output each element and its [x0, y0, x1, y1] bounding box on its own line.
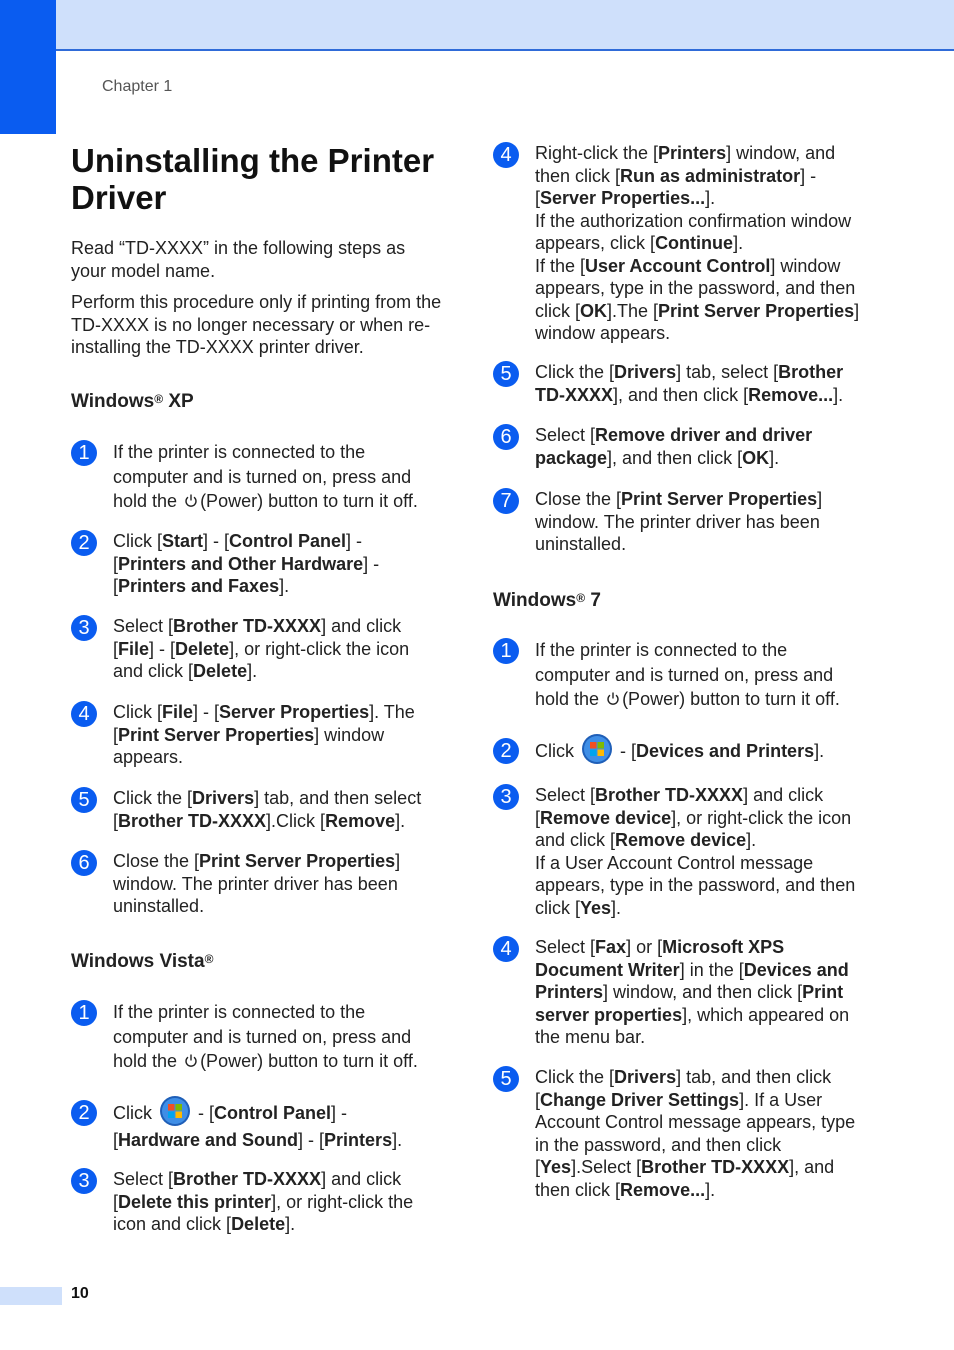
step-text: If the printer is connected to the computer and is turned on, press and hold the (Power) button to turn it off. — [113, 442, 418, 511]
step-text: Close the [Print Server Properties] window. The printer driver has been uninstalled. — [113, 851, 401, 916]
step-number-badge: 7 — [493, 488, 519, 514]
section-heading-windows-xp — [71, 391, 194, 413]
step-number-badge: 4 — [493, 936, 519, 962]
step-text: Click - [Devices and Printers]. — [535, 738, 861, 765]
intro-paragraph: Read “TD-XXXX” in the following steps as your model name. — [71, 238, 406, 281]
step-number-badge: 3 — [71, 1168, 97, 1194]
page-number-band — [0, 1287, 62, 1305]
registered-mark: ® — [576, 591, 586, 605]
step-number-badge: 1 — [493, 638, 519, 664]
step-number-badge: 1 — [71, 440, 97, 466]
step-text: Right-click the [Printers] window, and then click [Run as administrator] - [Server Properties...]. If the authorization confirmation window appears, click [Continue]. If the [User Account Control] window appears, type in the password, and then click [OK].The [Print Server Properties] window appears. — [535, 143, 860, 343]
step-number-badge: 1 — [71, 1000, 97, 1026]
step-text: Click - [Control Panel] - [Hardware and Sound] - [Printers]. — [113, 1100, 439, 1153]
step-number-badge: 4 — [493, 142, 519, 168]
heading-text: Windows — [71, 391, 155, 412]
step-number-badge: 6 — [71, 850, 97, 876]
step-number-badge: 4 — [71, 701, 97, 727]
step-number-badge: 2 — [493, 738, 519, 764]
step-text: Select [Brother TD-XXXX] and click [Delete this printer], or right-click the icon and click [Delete]. — [113, 1169, 414, 1234]
step-text: Click the [Drivers] tab, select [Brother TD-XXXX], and then click [Remove...]. — [535, 362, 844, 405]
chapter-label: Chapter 1 — [102, 78, 173, 95]
step-text: Select [Brother TD-XXXX] and click [Remove device], or right-click the icon and click [Remove device]. If a User Account Control message appears, type in the password, and then click [Yes]. — [535, 785, 856, 918]
step-text: If the printer is connected to the computer and is turned on, press and hold the (Power) button to turn it off. — [535, 640, 840, 709]
step-text: Select [Remove driver and driver package], and then click [OK]. — [535, 425, 813, 468]
heading-text: XP — [163, 391, 194, 412]
step-number-badge: 2 — [71, 1100, 97, 1126]
step-text: Click the [Drivers] tab, and then click [Change Driver Settings]. If a User Account Control message appears, type in the password, and then click [Yes].Select [Brother TD-XXXX], and then click [Remove...]. — [535, 1067, 856, 1200]
step-text: Select [Fax] or [Microsoft XPS Document Writer] in the [Devices and Printers] window, and then click [Print server properties], which appeared on the menu bar. — [535, 937, 850, 1047]
step-text: Close the [Print Server Properties] window. The printer driver has been uninstalled. — [535, 489, 823, 554]
power-icon — [184, 494, 198, 508]
step-number-badge: 3 — [493, 784, 519, 810]
step-text: Click [Start] - [Control Panel] - [Printers and Other Hardware] - [Printers and Faxes]. — [113, 531, 380, 596]
header-band — [0, 0, 954, 51]
windows-start-icon — [581, 733, 613, 765]
registered-mark: ® — [154, 392, 164, 406]
section-heading-windows-vista — [71, 951, 213, 973]
power-icon — [606, 692, 620, 706]
step-number-badge: 5 — [493, 1066, 519, 1092]
step-number-badge: 6 — [493, 424, 519, 450]
step-number-badge: 2 — [71, 530, 97, 556]
step-number-badge: 5 — [493, 361, 519, 387]
section-heading-windows-7 — [493, 590, 601, 612]
page-title: Uninstalling the Printer Driver — [71, 142, 435, 216]
power-icon — [184, 1054, 198, 1068]
step-text: Select [Brother TD-XXXX] and click [File] - [Delete], or right-click the icon and click [Delete]. — [113, 616, 410, 681]
intro-paragraph: Perform this procedure only if printing from the TD-XXXX is no longer necessary or when re-installing the TD-XXXX printer driver. — [71, 292, 442, 357]
windows-start-icon — [159, 1095, 191, 1127]
page-number: 10 — [71, 1285, 89, 1302]
step-number-badge: 3 — [71, 615, 97, 641]
heading-text: Windows — [493, 590, 577, 611]
step-text: If the printer is connected to the computer and is turned on, press and hold the (Power) button to turn it off. — [113, 1002, 418, 1071]
step-text: Click [File] - [Server Properties]. The [Print Server Properties] window appears. — [113, 702, 415, 767]
registered-mark: ® — [204, 952, 214, 966]
step-number-badge: 5 — [71, 787, 97, 813]
step-text: Click the [Drivers] tab, and then select [Brother TD-XXXX].Click [Remove]. — [113, 788, 422, 831]
chapter-tab-marker — [0, 0, 56, 134]
heading-text: 7 — [585, 590, 601, 611]
heading-text: Windows Vista — [71, 951, 205, 972]
